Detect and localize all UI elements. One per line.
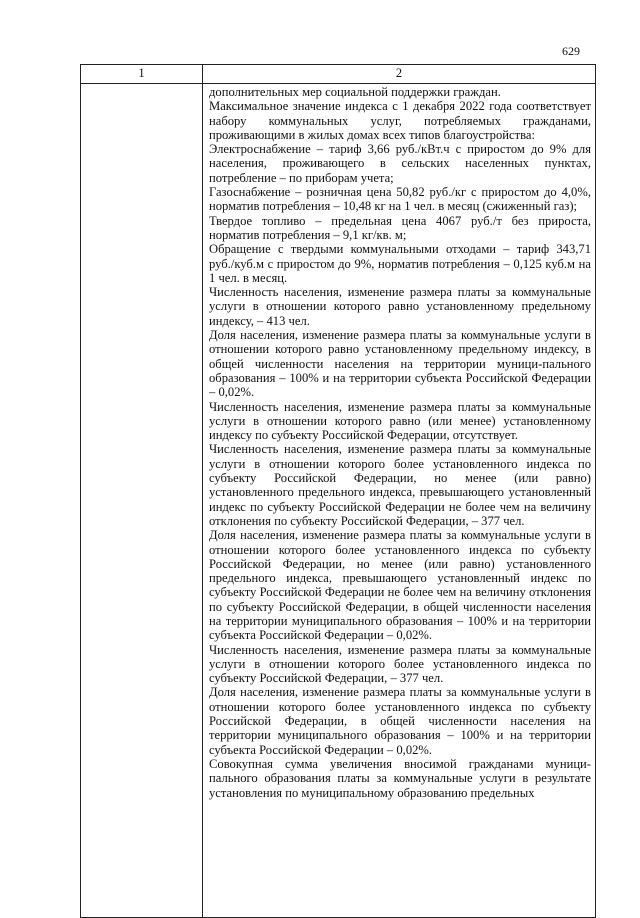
paragraph: Совокупная сумма увеличения вносимой гражданами муници-пального образования платы за коммунальные услуги в результате установления по муниципальному образованию предельных: [209, 756, 591, 800]
column-1-cell: [81, 84, 203, 918]
table-header-row: [81, 65, 596, 84]
paragraph: Численность населения, изменение размера платы за коммунальные услуги в отношении которого равно установленному предельному индексу, – 413 чел.: [209, 285, 591, 328]
paragraph: Обращение с твердыми коммунальными отходами – тариф 343,71 руб./куб.м с приростом до 9%, норматив потребления – 0,125 куб.м на 1 чел. в месяц.: [209, 242, 591, 285]
paragraph: Максимальное значение индекса с 1 декабря 2022 года соответствует набору коммунальных услуг, потребляемых гражданами, проживающими в жилых домах всех типов благоустройства:: [209, 99, 591, 142]
paragraph: Электроснабжение – тариф 3,66 руб./кВт.ч с приростом до 9% для населения, проживающего в сельских населенных пунктах, потребление – по приборам учета;: [209, 142, 591, 185]
paragraph: дополнительных мер социальной поддержки граждан.: [209, 85, 501, 99]
page-number: 629: [562, 44, 580, 58]
document-table: [80, 64, 596, 918]
paragraph: Численность населения, изменение размера платы за коммунальные услуги в отношении которого более установленного индекса по субъекту Российской Федерации, но менее (или равно) установленного предельного индекса, превышающего установленный индекс по субъекту Российской Федерации не более чем на величину отклонения по субъекту Российской Федерации, – 377 чел.: [209, 442, 591, 528]
paragraph: Газоснабжение – розничная цена 50,82 руб./кг с приростом до 4,0%, норматив потребления – 10,48 кг на 1 чел. в месяц (сжиженный газ);: [209, 185, 591, 214]
column-header-2: 2: [203, 65, 596, 84]
paragraph: Численность населения, изменение размера платы за коммунальные услуги в отношении которого равно (или менее) установленному индексу по субъекту Российской Федерации, отсутствует.: [209, 399, 591, 443]
paragraph: Доля населения, изменение размера платы за коммунальные услуги в отношении которого равно установленному предельному индексу, в общей численности населения на территории муници-пального образования – 100% и на территории субъекта Российской Федерации – 0,02%.: [209, 328, 591, 400]
paragraph: Численность населения, изменение размера платы за коммунальные услуги в отношении которого более установленного индекса по субъекту Российской Федерации, – 377 чел.: [209, 642, 591, 686]
paragraph: Доля населения, изменение размера платы за коммунальные услуги в отношении которого более установленного индекса по субъекту Российской Федерации, в общей численности населения на территории муниципального образования – 100% и на территории субъекта Российской Федерации – 0,02%.: [209, 685, 591, 757]
table-body-row: [81, 84, 596, 918]
paragraph: Доля населения, изменение размера платы за коммунальные услуги в отношении которого более установленного индекса по субъекту Российской Федерации, но менее (или равно) установленного предельного индекса, превышающего установленный индекс по субъекту Российской Федерации не более чем на величину отклонения по субъекту Российской Федерации, в общей численности населения на территории муниципального образования – 100% и на территории субъекта Российской Федерации – 0,02%.: [209, 528, 591, 643]
paragraph: Твердое топливо – предельная цена 4067 руб./т без прироста, норматив потребления – 9,1 кг/кв. м;: [209, 213, 591, 242]
column-header-1: 1: [81, 65, 203, 84]
column-2-cell: [203, 84, 596, 918]
